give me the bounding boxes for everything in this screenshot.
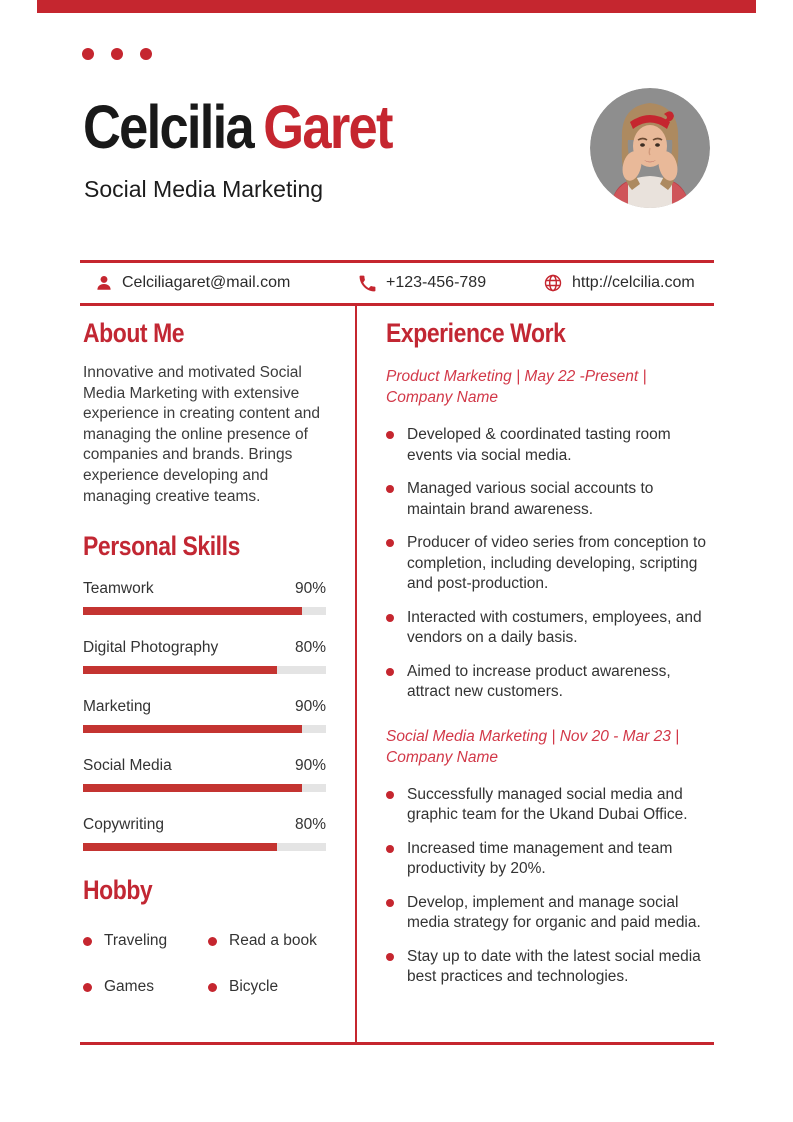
right-column bbox=[386, 318, 716, 1001]
bullet-icon bbox=[386, 899, 394, 907]
website-text: http://celcilia.com bbox=[572, 274, 695, 291]
person-name bbox=[83, 94, 392, 161]
skill-progress-track bbox=[83, 784, 326, 792]
job-bullet-text: Aimed to increase product awareness, attract new customers. bbox=[407, 662, 671, 700]
skill-progress-fill bbox=[83, 784, 302, 792]
skill-value: 80% bbox=[294, 639, 326, 657]
bullet-icon bbox=[386, 845, 394, 853]
skill-label: Teamwork bbox=[83, 580, 154, 598]
about-text: Innovative and motivated Social Media Marketing with extensive experience in creating content and managing the online presence of companies and brands. Brings experience developing and managing creative teams. bbox=[83, 364, 320, 505]
skill-label: Digital Photography bbox=[83, 639, 219, 657]
job-bullet-text: Develop, implement and manage social media strategy for organic and paid media. bbox=[407, 893, 701, 931]
hobby-label: Games bbox=[104, 978, 154, 996]
bullet-icon bbox=[208, 937, 217, 946]
person-icon bbox=[95, 274, 113, 292]
bullet-icon bbox=[386, 539, 394, 547]
bullet-icon bbox=[386, 791, 394, 799]
bullet-icon bbox=[386, 953, 394, 961]
contact-email bbox=[95, 263, 290, 303]
phone-text: +123-456-789 bbox=[386, 274, 487, 291]
job-bullet-text: Developed & coordinated tasting room events via social media. bbox=[407, 426, 671, 464]
job-bullet-text: Stay up to date with the latest social media best practices and technologies. bbox=[407, 947, 701, 985]
skill-progress-track bbox=[83, 725, 326, 733]
experience-title: Experience Work bbox=[386, 318, 566, 348]
skill-header bbox=[83, 757, 326, 775]
skill-progress-fill bbox=[83, 843, 277, 851]
job-bullet-item bbox=[386, 893, 716, 934]
job-bullet-item bbox=[386, 425, 716, 466]
job-bullet-text: Producer of video series from conception to completion, including developing, scripting and post-production. bbox=[407, 534, 706, 592]
hobby-label: Read a book bbox=[229, 932, 317, 950]
job-bullet-item bbox=[386, 662, 716, 703]
bullet-icon bbox=[208, 983, 217, 992]
job-heading: Product Marketing | May 22 -Present | Company Name bbox=[386, 368, 647, 406]
bullet-icon bbox=[386, 485, 394, 493]
hobby-item bbox=[208, 932, 326, 950]
skill-header bbox=[83, 580, 326, 598]
top-accent-bar bbox=[37, 0, 756, 13]
job-bullet-item bbox=[386, 839, 716, 880]
column-divider bbox=[355, 303, 357, 1043]
bullet-icon bbox=[83, 937, 92, 946]
job-bullet-text: Managed various social accounts to maintain brand awareness. bbox=[407, 480, 654, 518]
skill-progress-track bbox=[83, 666, 326, 674]
dot-icon bbox=[111, 48, 123, 60]
bullet-icon bbox=[386, 668, 394, 676]
skill-label: Social Media bbox=[83, 757, 172, 775]
last-name: Garet bbox=[263, 93, 392, 161]
left-column bbox=[83, 318, 326, 996]
profile-photo bbox=[590, 88, 710, 208]
bullet-icon bbox=[386, 431, 394, 439]
job-bullet-item bbox=[386, 608, 716, 649]
contact-bar bbox=[80, 260, 714, 306]
skill-header bbox=[83, 639, 326, 657]
contact-phone bbox=[358, 263, 486, 303]
skill-header bbox=[83, 698, 326, 716]
dot-icon bbox=[140, 48, 152, 60]
hobby-section bbox=[83, 875, 326, 996]
dot-icon bbox=[82, 48, 94, 60]
bullet-icon bbox=[83, 983, 92, 992]
skill-progress-fill bbox=[83, 666, 277, 674]
skill-label: Copywriting bbox=[83, 816, 164, 834]
contact-website bbox=[543, 263, 695, 303]
job-entry bbox=[386, 726, 716, 988]
first-name: Celcilia bbox=[83, 93, 253, 161]
globe-icon bbox=[543, 273, 563, 293]
skill-header bbox=[83, 816, 326, 834]
job-bullet-item bbox=[386, 533, 716, 595]
skills-section bbox=[83, 531, 326, 851]
hobby-list bbox=[83, 932, 326, 996]
job-bullet-text: Increased time management and team productivity by 20%. bbox=[407, 839, 673, 877]
about-title: About Me bbox=[83, 318, 185, 348]
job-bullet-list bbox=[386, 785, 716, 988]
hobby-label: Bicycle bbox=[229, 978, 279, 996]
job-bullet-text: Interacted with costumers, employees, and vendors on a daily basis. bbox=[407, 608, 702, 646]
profile-photo-illustration bbox=[590, 88, 710, 208]
job-heading: Social Media Marketing | Nov 20 - Mar 23 | Company Name bbox=[386, 727, 680, 766]
job-bullet-text: Successfully managed social media and graphic team for the Ukand Dubai Office. bbox=[407, 785, 688, 823]
job-bullet-list bbox=[386, 425, 716, 703]
skill-value: 90% bbox=[294, 698, 326, 716]
job-title: Social Media Marketing bbox=[84, 176, 324, 202]
bottom-accent-line bbox=[80, 1042, 714, 1045]
job-bullet-item bbox=[386, 479, 716, 520]
skill-value: 80% bbox=[294, 816, 326, 834]
decorative-dots bbox=[82, 48, 152, 60]
hobby-label: Traveling bbox=[104, 932, 168, 950]
skill-row bbox=[83, 698, 326, 733]
hobby-item bbox=[83, 932, 208, 950]
skill-value: 90% bbox=[294, 580, 326, 598]
job-bullet-item bbox=[386, 785, 716, 826]
job-entry bbox=[386, 366, 716, 703]
skill-progress-fill bbox=[83, 607, 302, 615]
skills-list bbox=[83, 580, 326, 851]
skill-progress-fill bbox=[83, 725, 302, 733]
skill-progress-track bbox=[83, 607, 326, 615]
email-text: Celciliagaret@mail.com bbox=[122, 274, 291, 291]
skill-label: Marketing bbox=[83, 698, 152, 716]
skill-row bbox=[83, 639, 326, 674]
hobby-item bbox=[83, 978, 208, 996]
hobby-item bbox=[208, 978, 326, 996]
skill-progress-track bbox=[83, 843, 326, 851]
skill-row bbox=[83, 580, 326, 615]
hobby-title: Hobby bbox=[83, 875, 153, 906]
skill-row bbox=[83, 816, 326, 851]
skill-row bbox=[83, 757, 326, 792]
skill-value: 90% bbox=[294, 757, 326, 775]
bullet-icon bbox=[386, 614, 394, 622]
job-bullet-item bbox=[386, 947, 716, 988]
phone-icon bbox=[358, 274, 377, 293]
skills-title: Personal Skills bbox=[83, 531, 240, 562]
jobs-list bbox=[386, 366, 716, 988]
